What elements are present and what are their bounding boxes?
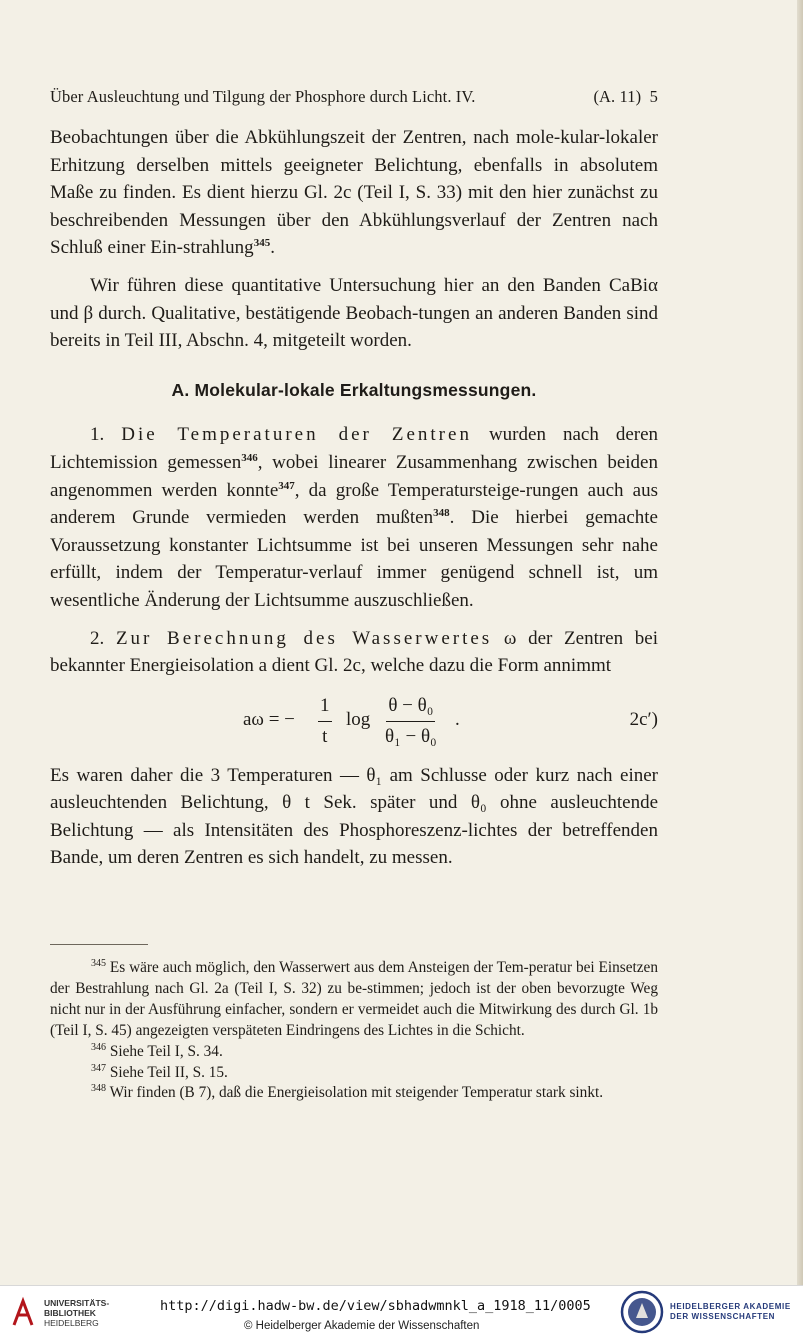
paragraph-3-spaced-title: Die Temperaturen der Zentren bbox=[121, 424, 472, 446]
footnote-text: Es wäre auch möglich, den Wasserwert aus dem Ansteigen der Tem-peratur bei Einsetzen der Bestrahlung nach Gl. 2a (Teil I, S. 32) zu be-stimmen; jedoch ist der oben bevorzugte Weg nicht nur in der Ausführung einfacher, sondern er vermeidet auch die Mitwirkung des durch Gl. 1b (Teil I, S. 45) angezeigten verspäteten Eindringens des Lichtes in die Schicht. bbox=[50, 959, 658, 1039]
paragraph-3-number: 1. bbox=[90, 424, 105, 446]
equation-log: log bbox=[346, 708, 371, 730]
permalink-url[interactable]: http://digi.hadw-bw.de/view/sbhadwmnkl_a_1918_11/0005 bbox=[160, 1298, 591, 1314]
footnote-ref-345: 345 bbox=[253, 237, 271, 250]
equation-fraction-2 bbox=[385, 692, 437, 751]
footnote-347 bbox=[50, 1063, 658, 1084]
paragraph-4 bbox=[50, 625, 658, 680]
equation-2c bbox=[50, 686, 658, 754]
viewer-footer bbox=[0, 1285, 803, 1341]
academy-name: HEIDELBERGER AKADEMIE DER WISSENSCHAFTEN bbox=[670, 1302, 791, 1321]
footnote-ref-346: 346 bbox=[241, 451, 258, 464]
footnote-number: 346 bbox=[91, 1041, 106, 1053]
footnote-ref-347: 347 bbox=[278, 479, 295, 492]
footnote-text: Siehe Teil II, S. 15. bbox=[109, 1063, 228, 1081]
footnote-ref-348: 348 bbox=[433, 507, 450, 520]
running-head-title: Über Ausleuchtung und Tilgung der Phosphore durch Licht. IV. bbox=[50, 87, 476, 106]
footnote-348 bbox=[50, 1083, 658, 1104]
equation-dot: . bbox=[455, 708, 460, 730]
footnote-345 bbox=[50, 958, 658, 1042]
page-number: 5 bbox=[649, 87, 658, 106]
fraction-2-numerator: θ − θ₀ bbox=[386, 692, 435, 723]
footnote-number: 348 bbox=[91, 1083, 106, 1095]
running-head-right bbox=[593, 87, 658, 107]
paragraph-3-text-d: . Die hierbei gemachte Voraussetzung konstanter Lichtsumme ist bei unseren Messungen sehr nahe erfüllt, indem der Temperatur-verlauf immer genügend schnell ist, um wesentliche Änderung der Lichtsumme auszuschließen. bbox=[50, 507, 658, 611]
paragraph-3-text-c: , da große Temperatursteige-rungen auch aus anderem Grunde vermieden werden mußten bbox=[50, 479, 658, 529]
running-head-ref: (A. 11) bbox=[593, 87, 642, 106]
equation-label: 2c′) bbox=[629, 708, 658, 730]
academy-logo[interactable] bbox=[620, 1290, 791, 1334]
footnote-346 bbox=[50, 1042, 658, 1063]
academy-seal-icon bbox=[620, 1290, 664, 1334]
fraction-2-denominator: θ₁ − θ₀ bbox=[385, 726, 437, 748]
paragraph-3 bbox=[50, 421, 658, 614]
paragraph-1-text: Beobachtungen über die Abkühlungszeit der Zentren, nach mole-kular-lokaler Erhitzung derselben mittels geeigneter Belichtung, ebenfalls in absolutem Maße zu finden. Es dient hierzu Gl. 2c (Teil I, S. 33) mit den hier zunächst zu beschreibenden Messungen über den Abkühlungsverlauf der Zentren nach Schluß einer Ein-strahlung bbox=[50, 127, 658, 259]
section-heading: A. Molekular-lokale Erkaltungsmessungen. bbox=[171, 379, 537, 400]
paragraph-5: Es waren daher die 3 Temperaturen — θ₁ am Schlusse oder kurz nach einer ausleuchtenden Belichtung, θ t Sek. später und θ₀ ohne ausleuchtende Belichtung — als Intensitäten des Phosphoreszenz-lichtes der betreffenden Bande, um deren Zentren es sich handelt, zu messen. bbox=[50, 764, 658, 869]
equation-fraction-1 bbox=[318, 692, 332, 751]
paragraph-1 bbox=[50, 124, 658, 262]
university-library-name: UNIVERSITÄTS- BIBLIOTHEK HEIDELBERG bbox=[44, 1298, 110, 1328]
paragraph-2: Wir führen diese quantitative Untersuchung hier an den Banden CaBiα und β durch. Qualitative, bestätigende Beobach-tungen an anderen Banden sind bereits in Teil III, Abschn. 4, mitgeteilt worden. bbox=[50, 274, 658, 352]
paragraph-1-end: . bbox=[270, 237, 275, 259]
footnotes bbox=[50, 958, 658, 1104]
footnote-text: Wir finden (B 7), daß die Energieisolation mit steigender Temperatur stark sinkt. bbox=[109, 1084, 604, 1102]
body-text bbox=[50, 124, 658, 872]
paragraph-4-spaced-title: Zur Berechnung des Wasserwertes bbox=[115, 627, 493, 649]
footnote-number: 347 bbox=[91, 1062, 106, 1074]
footnote-number: 345 bbox=[91, 958, 106, 969]
fraction-1-numerator: 1 bbox=[318, 692, 332, 723]
fraction-1-denominator: t bbox=[322, 726, 328, 748]
university-library-icon bbox=[8, 1295, 38, 1331]
copyright-notice: © Heidelberger Akademie der Wissenschaften bbox=[244, 1320, 480, 1332]
equation-lhs: aω = − bbox=[243, 708, 295, 730]
paragraph-4-number: 2. bbox=[90, 627, 105, 649]
footnote-rule bbox=[50, 944, 148, 945]
page-edge bbox=[797, 0, 803, 1285]
paragraph-4-text: ω der Zentren bei bekannter Energieisolation a dient Gl. 2c, welche dazu die Form annimmt bbox=[50, 627, 659, 677]
paragraph-3-text-b: , wobei linearer Zusammenhang zwischen beiden angenommen werden konnte bbox=[50, 451, 658, 501]
paragraph-3-text-a: wurden nach deren Lichtemission gemessen bbox=[50, 424, 659, 473]
running-head bbox=[50, 87, 658, 107]
university-library-logo[interactable] bbox=[8, 1295, 109, 1331]
footnote-text: Siehe Teil I, S. 34. bbox=[109, 1042, 223, 1060]
